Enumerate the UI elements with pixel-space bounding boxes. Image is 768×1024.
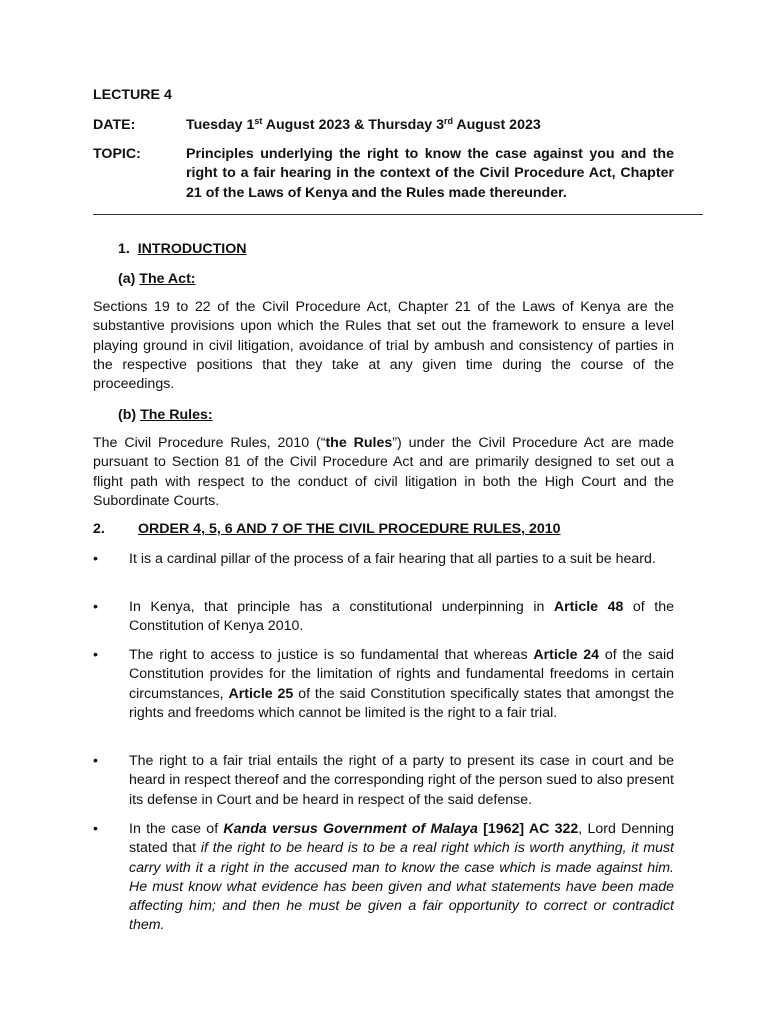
section-1-heading: 1. INTRODUCTION bbox=[118, 241, 247, 257]
subsection-a-heading: (a) The Act: bbox=[118, 271, 196, 287]
section-2-heading: 2. ORDER 4, 5, 6 AND 7 OF THE CIVIL PROCEDURE RULES, 2010 bbox=[93, 521, 561, 537]
bullet-icon: • bbox=[93, 647, 98, 663]
bullet-text: The right to a fair trial entails the right of a party to present its case in court and be heard in respect thereof and the corresponding right of the person sued to also present its defense in Court and be heard in respect of the said defense. bbox=[129, 753, 674, 808]
topic-text: Principles underlying the right to know the case against you and the right to a fair hearing in the context of the Civil Procedure Act, Chapter 21 of the Laws of Kenya and the Rules made thereunder. bbox=[186, 146, 674, 201]
bullet-text: In Kenya, that principle has a constitutional underpinning in Article 48 of the Constitution of Kenya 2010. bbox=[129, 599, 674, 635]
header-divider bbox=[93, 214, 703, 215]
bullet-item bbox=[93, 646, 674, 723]
date-label: DATE: bbox=[93, 117, 136, 133]
bullet-item bbox=[93, 550, 674, 569]
bullet-text: It is a cardinal pillar of the process of a fair hearing that all parties to a suit be heard. bbox=[129, 551, 656, 567]
bullet-text: The right to access to justice is so fundamental that whereas Article 24 of the said Constitution provides for the limitation of rights and fundamental freedoms in certain circumstances, Article 25 of the said Constitution specifically states that amongst the rights and freedoms which cannot be limited is the right to a fair trial. bbox=[129, 647, 674, 721]
bullet-item bbox=[93, 820, 674, 936]
lecture-title: LECTURE 4 bbox=[93, 87, 172, 103]
bullet-text: In the case of Kanda versus Government of Malaya [1962] AC 322, Lord Denning stated that if the right to be heard is to be a real right which is worth anything, it must carry with it a right in the accused man to know the case which is made against him. He must know what evidence has been given and what statements have been made affecting him; and then he must be given a fair opportunity to correct or contradict them. bbox=[129, 821, 674, 934]
bullet-item bbox=[93, 752, 674, 810]
bullet-icon: • bbox=[93, 753, 98, 769]
bullet-icon: • bbox=[93, 821, 98, 837]
bullet-icon: • bbox=[93, 551, 98, 567]
act-paragraph: Sections 19 to 22 of the Civil Procedure Act, Chapter 21 of the Laws of Kenya are the substantive provisions upon which the Rules that set out the framework to ensure a level playing ground in civil litigation, avoidance of trial by ambush and consistency of parties in the respective positions that they take at any given time during the course of the proceedings. bbox=[93, 299, 674, 393]
topic-label: TOPIC: bbox=[93, 146, 141, 162]
date-value: Tuesday 1st August 2023 & Thursday 3rd August 2023 bbox=[186, 116, 541, 133]
bullet-item bbox=[93, 598, 674, 637]
topic-row bbox=[93, 145, 674, 205]
subsection-b-heading: (b) The Rules: bbox=[118, 407, 213, 423]
date-row bbox=[93, 116, 674, 136]
bullet-icon: • bbox=[93, 599, 98, 615]
rules-paragraph: The Civil Procedure Rules, 2010 (“the Rules”) under the Civil Procedure Act are made pursuant to Section 81 of the Civil Procedure Act and are primarily designed to set out a flight path with respect to the conduct of civil litigation in both the High Court and the Subordinate Courts. bbox=[93, 435, 675, 509]
